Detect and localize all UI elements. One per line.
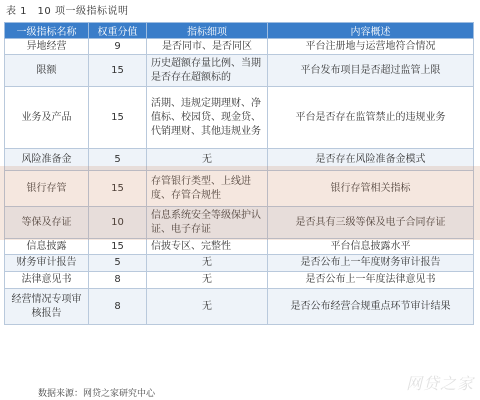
table-row	[5, 239, 474, 255]
indicator-name: 等保及存证	[5, 207, 89, 239]
table-row	[5, 272, 474, 289]
header-weight: 权重分值	[89, 23, 147, 39]
indicator-summary: 平台信息披露水平	[268, 239, 474, 255]
indicator-detail: 信披专区、完整性	[147, 239, 268, 255]
indicator-weight: 8	[89, 272, 147, 289]
indicator-name: 财务审计报告	[5, 255, 89, 272]
indicator-weight: 15	[89, 55, 147, 87]
indicator-table	[4, 22, 474, 325]
indicator-name: 信息披露	[5, 239, 89, 255]
indicator-weight: 9	[89, 39, 147, 55]
indicator-name: 银行存管	[5, 171, 89, 207]
table-row	[5, 207, 474, 239]
watermark-logo: 网贷之家	[405, 374, 474, 393]
indicator-weight: 10	[89, 207, 147, 239]
indicator-weight: 15	[89, 239, 147, 255]
indicator-detail: 无	[147, 289, 268, 325]
table-row	[5, 87, 474, 149]
table-row	[5, 289, 474, 325]
indicator-name: 法律意见书	[5, 272, 89, 289]
indicator-summary: 是否公布经营合规重点环节审计结果	[268, 289, 474, 325]
indicator-detail: 存管银行类型、上线进度、存管合规性	[147, 171, 268, 207]
indicator-name: 业务及产品	[5, 87, 89, 149]
table-header-row	[5, 23, 474, 39]
indicator-detail: 是否同市、是否同区	[147, 39, 268, 55]
indicator-weight: 8	[89, 289, 147, 325]
header-detail: 指标细项	[147, 23, 268, 39]
indicator-summary: 是否具有三级等保及电子合同存证	[268, 207, 474, 239]
indicator-summary: 是否存在风险准备金模式	[268, 149, 474, 171]
table-row	[5, 55, 474, 87]
table-caption: 表 1 10 项一级指标说明	[6, 6, 129, 17]
table-row	[5, 149, 474, 171]
indicator-detail: 信息系统安全等级保护认证、电子存证	[147, 207, 268, 239]
indicator-weight: 5	[89, 255, 147, 272]
indicator-summary: 是否公布上一年度法律意见书	[268, 272, 474, 289]
indicator-summary: 银行存管相关指标	[268, 171, 474, 207]
indicator-summary: 平台是否存在监管禁止的违规业务	[268, 87, 474, 149]
header-summary: 内容概述	[268, 23, 474, 39]
indicator-summary: 平台注册地与运营地符合情况	[268, 39, 474, 55]
indicator-weight: 15	[89, 87, 147, 149]
indicator-summary: 是否公布上一年度财务审计报告	[268, 255, 474, 272]
indicator-detail: 无	[147, 149, 268, 171]
indicator-detail: 无	[147, 272, 268, 289]
data-source: 数据来源：网贷之家研究中心	[38, 389, 156, 399]
indicator-name: 异地经营	[5, 39, 89, 55]
table-row	[5, 255, 474, 272]
header-indicator-name: 一级指标名称	[5, 23, 89, 39]
indicator-weight: 5	[89, 149, 147, 171]
indicator-name: 限额	[5, 55, 89, 87]
indicator-name: 风险准备金	[5, 149, 89, 171]
table-row	[5, 39, 474, 55]
indicator-detail: 活期、违规定期理财、净值标、校园贷、现金贷、代销理财、其他违规业务	[147, 87, 268, 149]
indicator-detail: 历史超额存量比例、当期是否存在超额标的	[147, 55, 268, 87]
indicator-summary: 平台发布项目是否超过监管上限	[268, 55, 474, 87]
indicator-detail: 无	[147, 255, 268, 272]
indicator-weight: 15	[89, 171, 147, 207]
table-row	[5, 171, 474, 207]
indicator-name: 经营情况专项审核报告	[5, 289, 89, 325]
